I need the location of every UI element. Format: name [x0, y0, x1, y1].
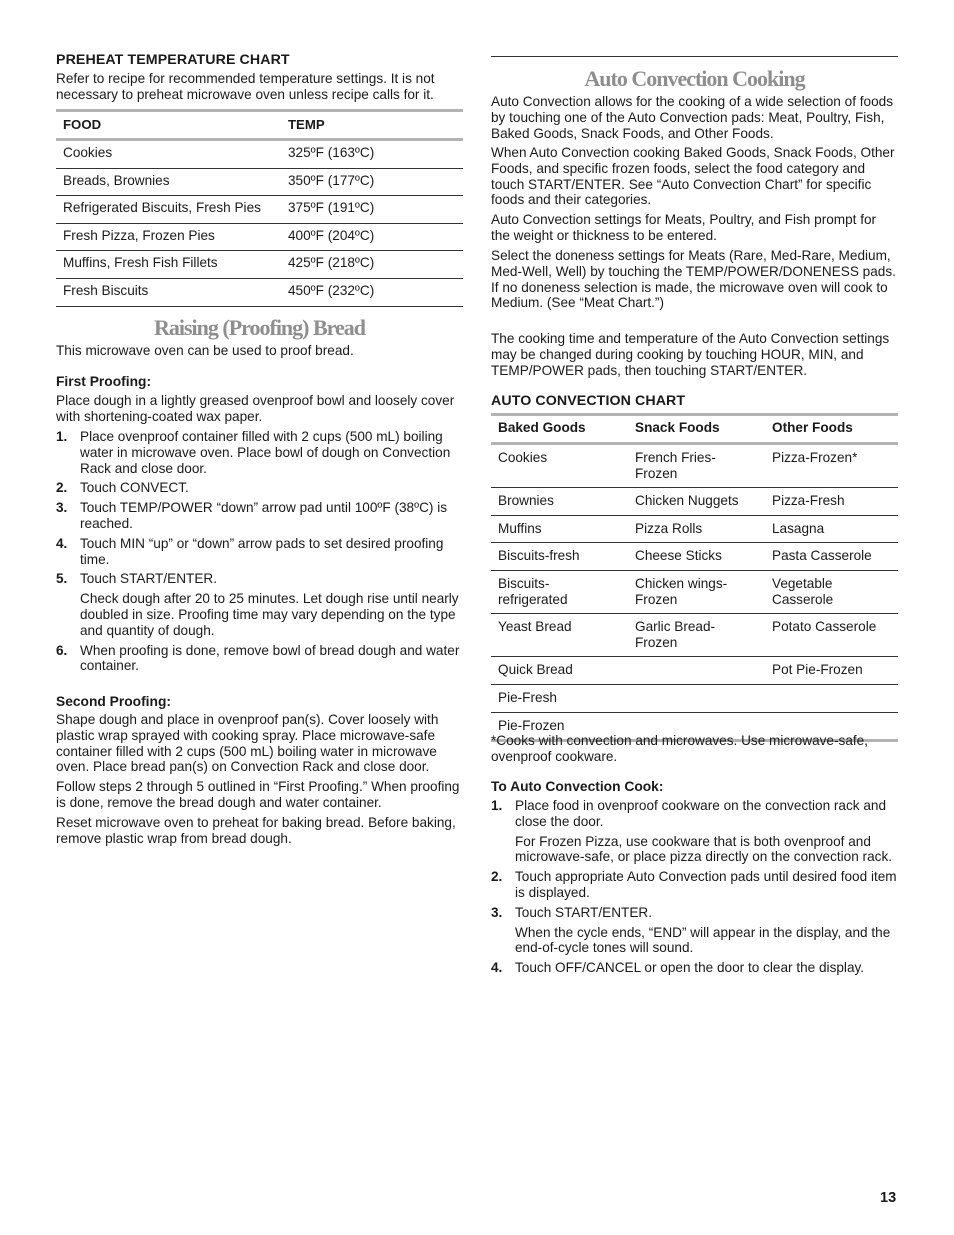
step-text: Touch START/ENTER.: [515, 904, 652, 920]
food-cell: Refrigerated Biscuits, Fresh Pies: [56, 196, 281, 224]
auto-chart-heading: AUTO CONVECTION CHART: [491, 393, 686, 409]
auto-col-other: Other Foods: [765, 415, 898, 444]
step-number: 2.: [56, 480, 68, 496]
table-row: [56, 251, 463, 279]
page-number: 13: [880, 1190, 897, 1206]
preheat-col-food: FOOD: [56, 111, 281, 140]
second-proofing-para: Follow steps 2 through 5 outlined in “First Proofing.” When proofing is done, remove the bread dough and water container.: [56, 779, 460, 810]
snack-foods-cell: [628, 657, 765, 685]
table-row: [491, 684, 898, 712]
table-row: [491, 570, 898, 613]
auto-para: The cooking time and temperature of the Auto Convection settings may be changed during cooking by touching HOUR, MIN, and TEMP/POWER pads, then touching START/ENTER.: [491, 331, 890, 378]
table-row: [491, 543, 898, 571]
step-number: 3.: [56, 500, 68, 516]
auto-col-snack: Snack Foods: [628, 415, 765, 444]
auto-footnote: *Cooks with convection and microwaves. Use microwave-safe, ovenproof cookware.: [491, 733, 868, 764]
step-text: Touch OFF/CANCEL or open the door to clear the display.: [515, 960, 865, 976]
step-number: 5.: [56, 571, 68, 587]
table-row: [491, 657, 898, 685]
step-text: Touch appropriate Auto Convection pads until desired food item is displayed.: [515, 869, 897, 900]
step-item: [491, 960, 898, 976]
snack-foods-cell: Chicken wings- Frozen: [628, 570, 765, 613]
preheat-intro: Refer to recipe for recommended temperature settings. It is not necessary to preheat microwave oven unless recipe calls for it.: [56, 71, 435, 102]
first-proofing-intro: Place dough in a lightly greased ovenproof bowl and loosely cover with shortening-coated wax paper.: [56, 393, 455, 424]
table-row: [491, 614, 898, 657]
baked-goods-cell: Cookies: [498, 450, 548, 465]
temp-cell: 450ºF (232ºC): [281, 278, 463, 305]
baked-goods-cell: Muffins: [491, 515, 628, 543]
section-divider: [491, 56, 898, 57]
step-number: 2.: [491, 869, 503, 885]
step-item: [56, 480, 463, 496]
snack-foods-cell: [628, 684, 765, 712]
baked-goods-cell: Pie-Frozen: [491, 712, 628, 741]
auto-convection-table: [491, 413, 898, 742]
raising-title: Raising (Proofing) Bread: [153, 315, 366, 340]
auto-convection-title: Auto Convection Cooking: [584, 66, 805, 91]
table-row: [56, 196, 463, 224]
step-item: [56, 643, 463, 675]
step-item: [56, 571, 463, 638]
auto-para: Auto Convection settings for Meats, Poultry, and Fish prompt for the weight or thickness to be entered.: [491, 212, 877, 243]
baked-goods-cell: Yeast Bread: [491, 614, 628, 657]
baked-goods-cell: Pie-Fresh: [491, 684, 628, 712]
first-proofing-steps: [56, 429, 463, 674]
table-row: [491, 444, 898, 488]
baked-goods-cell: Brownies: [491, 488, 628, 516]
step-item: [491, 869, 898, 901]
step-number: 4.: [56, 535, 68, 551]
table-row: [56, 278, 463, 305]
snack-foods-cell: Chicken Nuggets: [628, 488, 765, 516]
raising-intro: This microwave oven can be used to proof bread.: [56, 343, 354, 358]
food-cell: Muffins, Fresh Fish Fillets: [56, 251, 281, 279]
step-text: When proofing is done, remove bowl of bread dough and water container.: [80, 642, 460, 674]
other-foods-cell: [765, 684, 898, 712]
table-row: [56, 140, 463, 169]
auto-cook-heading: To Auto Convection Cook:: [491, 779, 664, 794]
step-text: Touch MIN “up” or “down” arrow pads to set desired proofing time.: [80, 535, 444, 567]
temp-cell: 400ºF (204ºC): [281, 223, 463, 251]
first-proofing-heading: First Proofing:: [56, 374, 152, 389]
auto-para: When Auto Convection cooking Baked Goods, Snack Foods, Other Foods, and specific frozen foods, select the food category and touch START/ENTER. See “Auto Convection Chart” for specific foods and their categories.: [491, 145, 895, 208]
step-number: 1.: [56, 429, 68, 444]
other-foods-cell: Pizza-Frozen*: [772, 450, 858, 465]
auto-cook-steps: [491, 798, 898, 976]
table-row: [56, 168, 463, 196]
step-item: [56, 536, 463, 568]
preheat-table: [56, 109, 463, 305]
step-note: When the cycle ends, “END” will appear in the display, and the end-of-cycle tones will sound.: [515, 924, 891, 956]
food-cell: Cookies: [63, 145, 113, 160]
step-text: Touch START/ENTER.: [80, 571, 217, 587]
step-number: 3.: [491, 904, 503, 920]
step-text: Touch TEMP/POWER “down” arrow pad until 100ºF (38ºC) is reached.: [80, 500, 448, 531]
auto-para: Select the doneness settings for Meats (Rare, Med-Rare, Medium, Med-Well, Well) by touching the TEMP/POWER/DONENESS pads. If no doneness selection is made, the microwave oven will cook to Medium. (See “Meat Chart.”): [491, 248, 896, 311]
temp-cell: 350ºF (177ºC): [281, 168, 463, 196]
second-proofing-para: Reset microwave oven to preheat for baking bread. Before baking, remove plastic wrap from bread dough.: [56, 815, 456, 846]
step-text: Place food in ovenproof cookware on the convection rack and close the door.: [515, 798, 887, 829]
preheat-col-temp: TEMP: [281, 111, 463, 140]
other-foods-cell: Lasagna: [765, 515, 898, 543]
food-cell: Breads, Brownies: [56, 168, 281, 196]
other-foods-cell: Pasta Casserole: [765, 543, 898, 571]
second-proofing-heading: Second Proofing:: [56, 694, 171, 709]
other-foods-cell: Pot Pie-Frozen: [765, 657, 898, 685]
step-text: Place ovenproof container filled with 2 cups (500 mL) boiling water in microwave oven. Place bowl of dough on Convection Rack and close door.: [80, 429, 451, 476]
snack-foods-cell: Pizza Rolls: [628, 515, 765, 543]
other-foods-cell: Pizza-Fresh: [765, 488, 898, 516]
table-row: [56, 223, 463, 251]
step-note: For Frozen Pizza, use cookware that is both ovenproof and microwave-safe, or place pizza directly on the convection rack.: [515, 833, 893, 865]
temp-cell: 325ºF (163ºC): [288, 145, 375, 160]
preheat-heading: PREHEAT TEMPERATURE CHART: [56, 52, 290, 68]
snack-foods-cell: French Fries- Frozen: [635, 450, 716, 481]
food-cell: Fresh Biscuits: [56, 278, 281, 305]
step-item: [491, 798, 898, 865]
auto-col-baked: Baked Goods: [491, 415, 628, 444]
temp-cell: 375ºF (191ºC): [281, 196, 463, 224]
step-item: [56, 429, 463, 476]
snack-foods-cell: Cheese Sticks: [628, 543, 765, 571]
step-note: Check dough after 20 to 25 minutes. Let dough rise until nearly doubled in size. Proofing time may vary depending on the type and quantity of dough.: [80, 591, 459, 638]
temp-cell: 425ºF (218ºC): [281, 251, 463, 279]
step-item: [56, 500, 463, 532]
step-number: 1.: [491, 798, 503, 813]
other-foods-cell: Potato Casserole: [765, 614, 898, 657]
auto-para: Auto Convection allows for the cooking of a wide selection of foods by touching one of the Auto Convection pads: Meat, Poultry, Fish, Baked Goods, Snack Foods, and Other Foods.: [491, 94, 894, 141]
baked-goods-cell: Biscuits- refrigerated: [491, 570, 628, 613]
baked-goods-cell: Biscuits-fresh: [491, 543, 628, 571]
other-foods-cell: Vegetable Casserole: [765, 570, 898, 613]
second-proofing-para: Shape dough and place in ovenproof pan(s). Cover loosely with plastic wrap sprayed with cooking spray. Place microwave-safe container filled with 2 cups (500 mL) boiling water in microwave oven. Place bread pan(s) on Convection Rack and close door.: [56, 712, 439, 775]
snack-foods-cell: Garlic Bread- Frozen: [628, 614, 765, 657]
baked-goods-cell: Quick Bread: [491, 657, 628, 685]
step-text: Touch CONVECT.: [80, 480, 189, 496]
table-row: [491, 488, 898, 516]
food-cell: Fresh Pizza, Frozen Pies: [56, 223, 281, 251]
step-number: 4.: [491, 960, 503, 976]
table-row: [491, 515, 898, 543]
step-item: [491, 905, 898, 956]
section-divider: [56, 306, 463, 307]
step-number: 6.: [56, 642, 68, 658]
